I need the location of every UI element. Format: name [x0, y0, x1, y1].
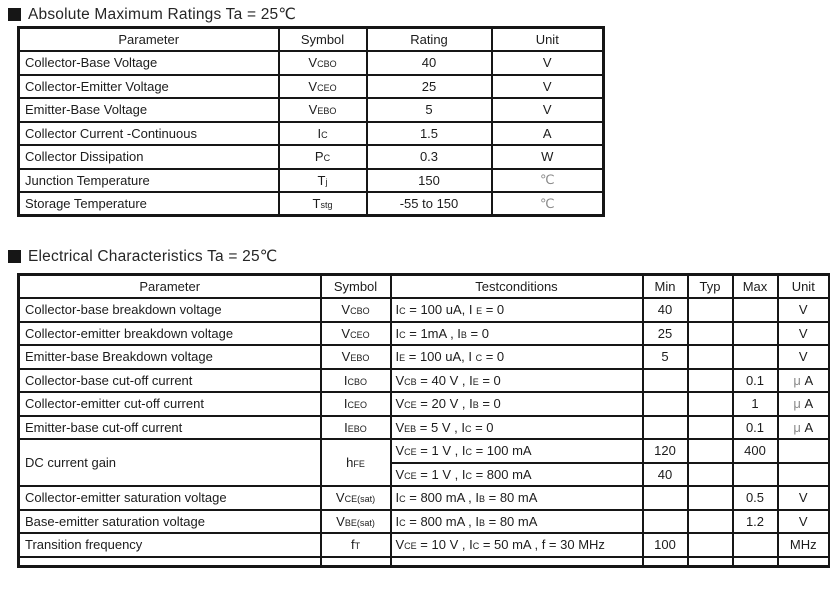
table-row [19, 510, 830, 534]
cell-unit: μ A [778, 416, 830, 440]
cell-rating: 40 [367, 51, 492, 75]
section-bullet-icon [8, 250, 21, 263]
cell-max [733, 298, 778, 322]
cell-parameter: Emitter-base Breakdown voltage [19, 345, 321, 369]
cell-parameter: Collector Dissipation [19, 145, 279, 169]
cell-symbol: VCEO [279, 75, 367, 99]
cell-parameter: Collector-emitter breakdown voltage [19, 322, 321, 346]
table-header-row [19, 28, 604, 52]
column-header-rating: Rating [367, 28, 492, 52]
cell-conditions: VCE = 1 V , IC = 100 mA [391, 439, 643, 463]
cell-max [733, 463, 778, 487]
cell-conditions: VCE = 10 V , IC = 50 mA , f = 30 MHz [391, 533, 643, 557]
cell-symbol: hFE [321, 439, 391, 486]
cell-parameter: Emitter-Base Voltage [19, 98, 279, 122]
table-row [19, 322, 830, 346]
cell-typ [688, 298, 733, 322]
cell-conditions: IE = 100 uA, I C = 0 [391, 345, 643, 369]
cell-min [643, 416, 688, 440]
cell-typ [688, 557, 733, 567]
cell-parameter: Collector-emitter saturation voltage [19, 486, 321, 510]
cell-conditions: VCE = 20 V , IB = 0 [391, 392, 643, 416]
absolute-max-ratings-table [17, 26, 605, 217]
cell-unit: ℃ [492, 169, 604, 193]
table-row [19, 533, 830, 557]
cell-symbol: PC [279, 145, 367, 169]
cell-parameter: Collector Current -Continuous [19, 122, 279, 146]
cell-symbol: VCBO [321, 298, 391, 322]
table-row [19, 439, 830, 463]
cell-symbol: IC [279, 122, 367, 146]
cell-unit: V [492, 75, 604, 99]
section-bullet-icon [8, 8, 21, 21]
table-row [19, 345, 830, 369]
cell-symbol [321, 557, 391, 567]
cell-rating: 5 [367, 98, 492, 122]
cell-conditions [391, 557, 643, 567]
section-title-electrical [8, 247, 830, 266]
table-row [19, 486, 830, 510]
cell-parameter: Collector-emitter cut-off current [19, 392, 321, 416]
cell-max [733, 557, 778, 567]
cell-symbol: VEBO [279, 98, 367, 122]
cell-unit [778, 557, 830, 567]
cell-parameter: DC current gain [19, 439, 321, 486]
cell-unit: V [778, 298, 830, 322]
cell-conditions: IC = 800 mA , IB = 80 mA [391, 510, 643, 534]
cell-max: 1 [733, 392, 778, 416]
electrical-characteristics-table [17, 273, 830, 568]
cell-unit: V [492, 98, 604, 122]
cell-parameter: Collector-base breakdown voltage [19, 298, 321, 322]
cell-unit: A [492, 122, 604, 146]
cell-max [733, 345, 778, 369]
cell-min: 40 [643, 463, 688, 487]
cell-unit [778, 463, 830, 487]
column-header-max: Max [733, 275, 778, 299]
cell-typ [688, 486, 733, 510]
table-header-row [19, 275, 830, 299]
table-row [19, 416, 830, 440]
column-header-parameter: Parameter [19, 28, 279, 52]
cell-typ [688, 533, 733, 557]
section-title-text: Electrical Characteristics Ta = 25℃ [28, 248, 278, 265]
table-row [19, 298, 830, 322]
cell-unit: V [778, 510, 830, 534]
cell-unit: V [492, 51, 604, 75]
cell-symbol: Tstg [279, 192, 367, 216]
cell-parameter: Base-emitter saturation voltage [19, 510, 321, 534]
cell-parameter: Junction Temperature [19, 169, 279, 193]
cell-conditions: VCE = 1 V , IC = 800 mA [391, 463, 643, 487]
table-row [19, 192, 604, 216]
cell-parameter: Storage Temperature [19, 192, 279, 216]
cell-typ [688, 416, 733, 440]
cell-rating: 25 [367, 75, 492, 99]
cell-rating: 150 [367, 169, 492, 193]
cell-symbol: IEBO [321, 416, 391, 440]
cell-typ [688, 369, 733, 393]
column-header-unit: Unit [778, 275, 830, 299]
cell-parameter: Collector-Emitter Voltage [19, 75, 279, 99]
cell-unit: V [778, 345, 830, 369]
table-row [19, 145, 604, 169]
cell-min: 120 [643, 439, 688, 463]
cell-symbol: VEBO [321, 345, 391, 369]
cell-conditions: IC = 1mA , IB = 0 [391, 322, 643, 346]
column-header-unit: Unit [492, 28, 604, 52]
cell-unit: ℃ [492, 192, 604, 216]
cell-min [643, 510, 688, 534]
cell-symbol: fT [321, 533, 391, 557]
table-row [19, 51, 604, 75]
cell-conditions: VCB = 40 V , IE = 0 [391, 369, 643, 393]
cell-typ [688, 439, 733, 463]
table-row [19, 169, 604, 193]
cell-symbol: VBE(sat) [321, 510, 391, 534]
column-header-symbol: Symbol [279, 28, 367, 52]
cell-symbol: VCBO [279, 51, 367, 75]
column-header-testconditions: Testconditions [391, 275, 643, 299]
cell-min: 5 [643, 345, 688, 369]
cell-parameter: Collector-base cut-off current [19, 369, 321, 393]
cell-min: 25 [643, 322, 688, 346]
cell-unit: μ A [778, 392, 830, 416]
cell-typ [688, 463, 733, 487]
cell-min: 100 [643, 533, 688, 557]
cell-max [733, 533, 778, 557]
cell-symbol: VCEO [321, 322, 391, 346]
cell-unit: W [492, 145, 604, 169]
cell-symbol: ICEO [321, 392, 391, 416]
cell-parameter: Emitter-base cut-off current [19, 416, 321, 440]
table-row [19, 392, 830, 416]
column-header-symbol: Symbol [321, 275, 391, 299]
cell-max: 1.2 [733, 510, 778, 534]
cell-parameter [19, 557, 321, 567]
cell-rating: 1.5 [367, 122, 492, 146]
column-header-typ: Typ [688, 275, 733, 299]
cell-typ [688, 392, 733, 416]
cell-unit: V [778, 322, 830, 346]
cell-max: 0.1 [733, 369, 778, 393]
cell-conditions: IC = 100 uA, I E = 0 [391, 298, 643, 322]
table-row [19, 98, 604, 122]
cell-typ [688, 322, 733, 346]
cell-parameter: Collector-Base Voltage [19, 51, 279, 75]
cell-max: 400 [733, 439, 778, 463]
cell-min [643, 557, 688, 567]
column-header-parameter: Parameter [19, 275, 321, 299]
cell-max: 0.5 [733, 486, 778, 510]
column-header-min: Min [643, 275, 688, 299]
table-row-cutoff [19, 557, 830, 567]
cell-typ [688, 345, 733, 369]
section-title-text: Absolute Maximum Ratings Ta = 25℃ [28, 6, 296, 23]
cell-symbol: VCE(sat) [321, 486, 391, 510]
table-row [19, 122, 604, 146]
cell-unit: MHz [778, 533, 830, 557]
cell-min [643, 486, 688, 510]
cell-min [643, 392, 688, 416]
cell-unit [778, 439, 830, 463]
cell-max: 0.1 [733, 416, 778, 440]
cell-unit: μ A [778, 369, 830, 393]
cell-symbol: Tj [279, 169, 367, 193]
cell-min [643, 369, 688, 393]
cell-typ [688, 510, 733, 534]
cell-conditions: VEB = 5 V , IC = 0 [391, 416, 643, 440]
cell-rating: 0.3 [367, 145, 492, 169]
cell-symbol: ICBO [321, 369, 391, 393]
cell-rating: -55 to 150 [367, 192, 492, 216]
table-row [19, 75, 604, 99]
cell-max [733, 322, 778, 346]
cell-min: 40 [643, 298, 688, 322]
cell-parameter: Transition frequency [19, 533, 321, 557]
section-title-absolute-max [8, 5, 830, 24]
cell-conditions: IC = 800 mA , IB = 80 mA [391, 486, 643, 510]
table-row [19, 369, 830, 393]
cell-unit: V [778, 486, 830, 510]
